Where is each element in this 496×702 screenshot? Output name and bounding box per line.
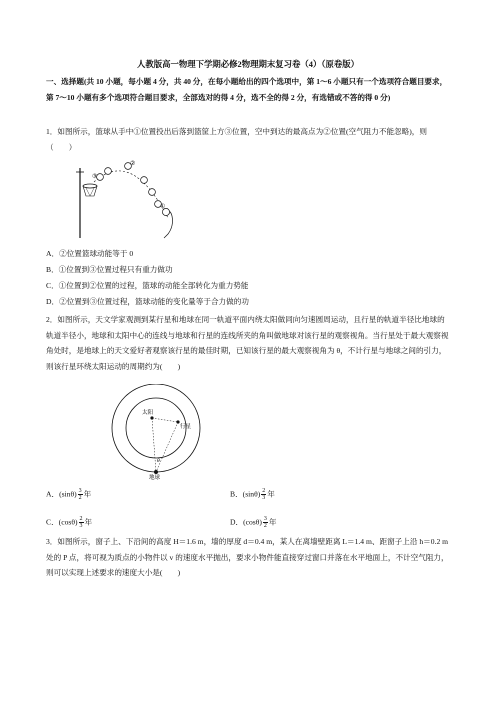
q2-option-a: A．(sinθ) $\frac{3}{2}$ 年 [46, 488, 92, 501]
planet-orbit [126, 398, 186, 458]
q2-orbit-figure [104, 384, 208, 480]
q2-option-d: D．(cosθ) $\frac{3}{2}$ 年 [230, 516, 277, 529]
ball [149, 189, 156, 196]
fig-label-1: ① [160, 204, 166, 210]
sun-label: 太阳 [142, 410, 154, 416]
section-heading: 一、选择题(共 10 小题，每小题 4 分，共 40 分，在每小题给出的四个选项中，第 1～6 小题只有一个选项符合题目要求，第 7～10 小题有多个选项符合题目要求，全部选对的得 4 分，选不全的得 2 分，有选错或不答的得 0 分) [46, 77, 448, 102]
q1-basketball-figure [72, 160, 192, 240]
q1-option-b: B．①位置到③位置过程只有重力做功 [46, 265, 173, 274]
fig-label-3: ③ [92, 174, 98, 180]
trajectory [94, 171, 168, 218]
planet-label: 行星 [180, 424, 192, 430]
q1-stem: 1．如图所示，篮球从手中①位置投出后落到篮筐上方③位置，空中到达的最高点为②位置(空气阻力不能忽略)，则（ ） [46, 127, 427, 152]
q2-stem: 2．如图所示，天文学家观测到某行星和地球在同一轨道平面内绕太阳做同向匀速圆周运动，且行星的轨道半径比地球的轨道半径小，地球和太阳中心的连线与地球和行星的连线所夹的角叫做地球对该行星的观察视角。当行星处于最大观察视角处时，是地球上的天文爱好者观察该行星的最佳时期，已知该行星的最大观察视角为 θ，不计行星与地球之间的引力，则该行星环绕太阳运动的周期约为( ) [46, 315, 449, 371]
angle-label: θ [157, 458, 160, 464]
ball [97, 174, 104, 181]
ball [141, 177, 148, 184]
q3-stem: 3．如图所示，窗子上、下沿间的高度 H＝1.6 m，墙的厚度 d＝0.4 m，某人在离墙壁距离 L＝1.4 m、距窗子上沿 h＝0.2 m 处的 P 点，将可视为质点的小物件以 v 的速度水平抛出，要求小物件能直接穿过窗口并落在水平地面上，不计空气阻力，则可以实现上述要求的速度大小是( ) [46, 537, 449, 577]
document-title: 人教版高一物理下学期必修2物理期末复习卷（4）（原卷版） [137, 60, 359, 69]
hoop [83, 184, 97, 188]
q2-option-c: C．(cosθ) $\frac{2}{3}$ 年 [46, 516, 93, 529]
fig-label-2: ② [130, 161, 136, 167]
q1-option-d: D．②位置到③位置过程，篮球动能的变化量等于合力做的功 [46, 297, 249, 306]
q2-option-b: B．(sinθ) $\frac{2}{3}$ 年 [230, 488, 275, 501]
earth-label: 地球 [149, 475, 161, 480]
q1-option-c: C．①位置到②位置的过程，篮球的动能全部转化为重力势能 [46, 281, 249, 290]
q1-option-a: A．②位置篮球动能等于 0 [46, 249, 134, 258]
ball [105, 168, 112, 175]
